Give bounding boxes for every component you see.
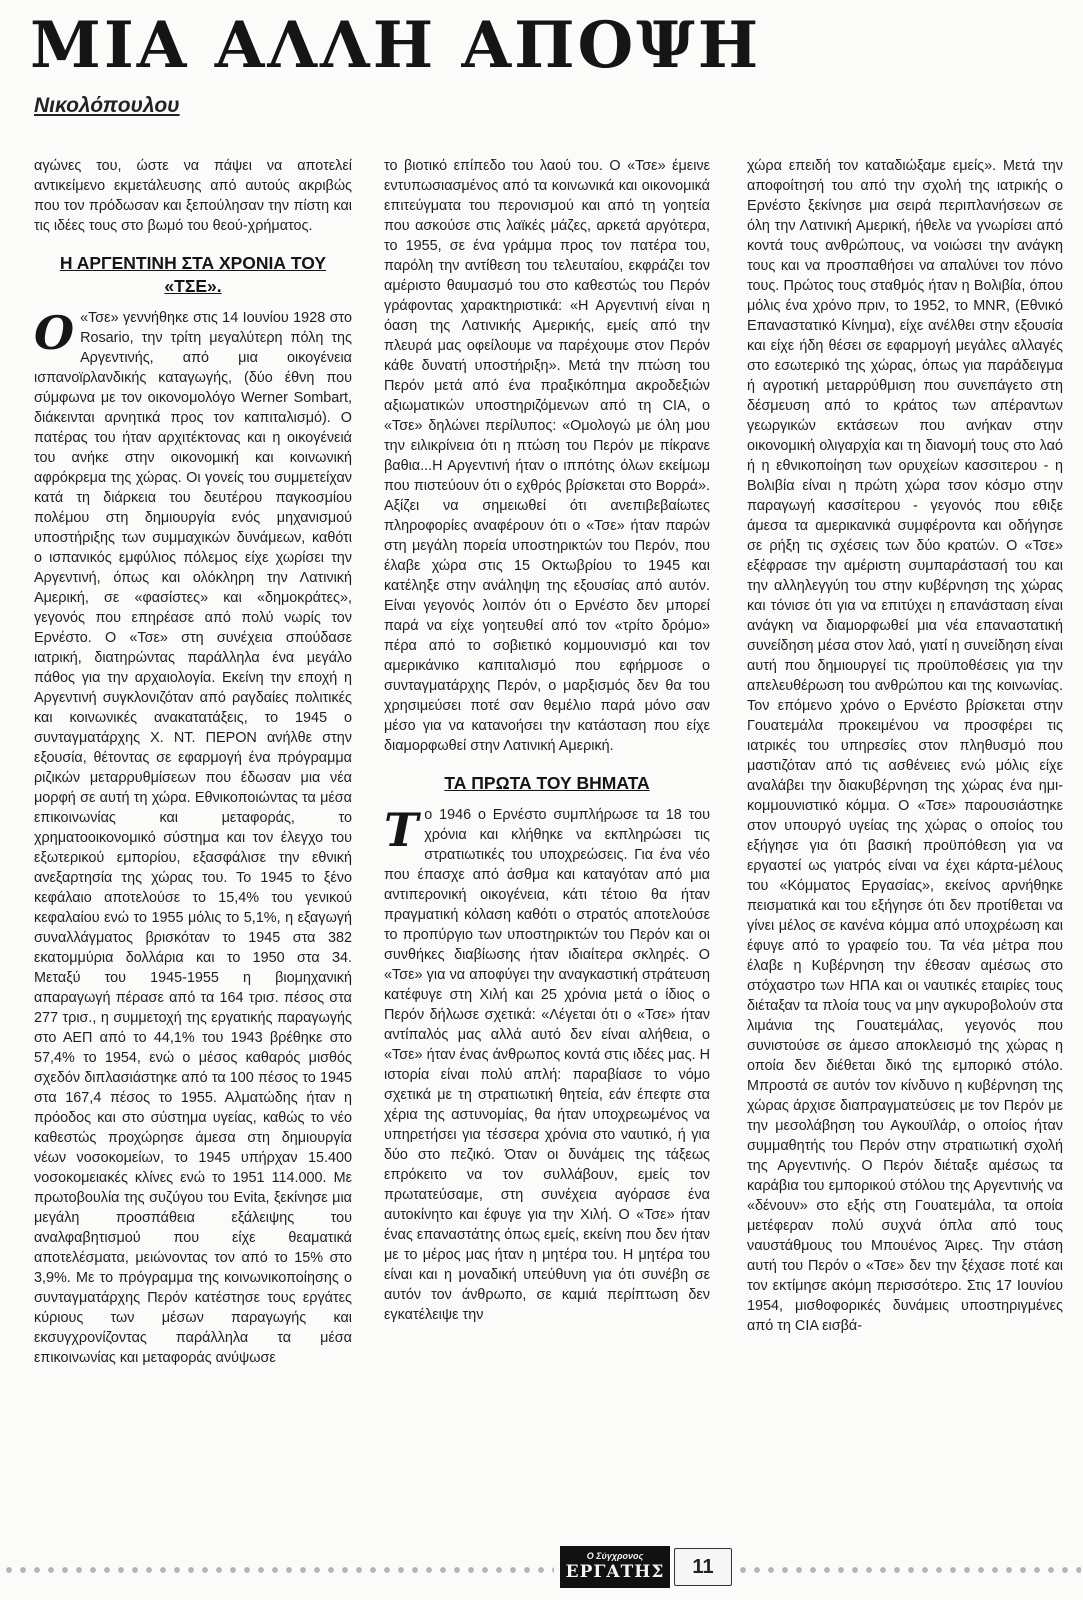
paragraph: το βιοτικό επίπεδο του λαού του. Ο «Τσε» έμεινε εντυπωσιασμένος από τα κοινωνικά και οικονομικά επιτεύγματα του περονισμού και από τη γοητεία που ασκούσε στις λαϊκές μάζες, αρκετά αργότερα, το 1955, σε ένα γράμμα προς τον πατέρα του, παρόλη την αντίθεση του τελευταίου, εκφράζει τον αμέριστο θαυμασμό του στο καθεστώς του Περόν γράφοντας χαρακτηριστικά: «Η Αργεντινή είναι η όαση της Λατινικής Αμερικής, εμείς από την πλευρά μας οφείλουμε να παρέχουμε στον Περόν κάθε δυνατή υποστήριξη». Μετά την πτώση του Περόν μετά από ένα πραξικόπημα ακροδεξιών αξιωματικών υποστηριζόμενων από τη CIA, ο «Τσε» δηλώνει περίλυπος: «Ομολογώ με όλη μου την ειλικρίνεια ότι η πτώση του Περόν με πίκρανε βαθια...Η Αργεντινή ήταν ο ιππότης όλων εκείμωμ που πιστεύουν ότι ο εχθρός βρίσκεται στο Βορρά». Αξίζει να σημειωθεί ότι ανεπιβεβαίωτες πληροφορίες αναφέρουν ότι ο «Τσε» ήταν παρών στη μεγάλη πορεία υποστηρικτών του Περόν, που έλαβε χώρα στις 15 Οκτωβρίου το 1945 και κατέληξε στην ανάληψη της εξουσίας από αυτόν. Είναι γεγονός λοιπόν ότι ο Ερνέστο δεν μπορεί παρά να είχε γοητευθεί από τον «τρίτο δρόμο» πέρα από το σοβιετικό κομμουνισμό και τον αμερικάνικο καπιταλισμό που εφήρμοσε ο συνταγματάρχης Περόν, ο μαρξισμός δεν θα του χρησιμεύσει ποτέ σαν θεμέλιο παρά μόνο σαν μέσο για να κατανοήσει την κατάσταση που είχε διαμορφωθεί στην Λατινική Αμερική. (384, 158, 710, 754)
logo-large-text: ΕΡΓΑΤΗΣ (565, 1562, 665, 1582)
page-masthead: ΜΙΑ ΑΛΛΗ ΑΠΟΨΗ (30, 8, 762, 83)
page-number: 11 (674, 1548, 732, 1586)
logo-small-text: Ο Σύγχρονος (586, 1551, 644, 1561)
article-column-1 (34, 156, 352, 1528)
paragraph-text: ο 1946 ο Ερνέστο συμπλήρωσε τα 18 του χρόνια και κλήθηκε να εκπληρώσει τις στρατιωτικές του υποχρεώσεις. Για ένα νέο που έπασχε από άσθμα και καταγόταν από μια αντιπερονική οικογένεια, κάτι τέτοιο θα ήταν πραγματική κόλαση καθότι ο στρατός αποτελούσε το προπύργιο των υποστηρικτών του Περόν και οι συνθήκες διαβίωσης ήταν ιδιαίτερα σκληρές. Ο «Τσε» για να αποφύγει την αναγκαστική στράτευση κατέφυγε στη Χιλή και 25 χρόνια μετά ο ίδιος ο Περόν δήλωσε σχετικά: «Λέγεται ότι ο «Τσε» ήταν αντίπαλός μας αλλά αυτό δεν είναι αλήθεια, ο «Τσε» ήταν ένας άνθρωπος κοντά στις ιδέες μας. Η ιστορία είναι πολύ απλή: παραβίασε το νόμο σχετικά με τη στρατιωτική θητεία, εάν έπεφτε στα χέρια της αστυνομίας, θα ήταν υποχρεωμένος να υπηρετήσει για τέσσερα χρόνια στο ναυτικό, ή για δύο στο πεζικό. Όταν οι δυνάμεις της τάξεως επρόκειτο να τον συλλάβουν, εμείς τον πρωτατεύσαμε, στη συνέχεια αγόρασε ένα αυτοκίνητο και έφυγε για την Χιλή. Ο «Τσε» ήταν ένας επαναστάτης όπως εμείς, εκείνη που δεν ήταν με το μέρος μας ήταν η μητέρα του. Η μητέρα του είναι και η μοναδική υπεύθυνη για ότι συνέβη σε αυτόν τον άνθρωπο, σε καμιά περίπτωση δεν εγκατέλειψε την (384, 807, 710, 1323)
author-byline: Νικολόπουλου (34, 94, 180, 117)
drop-cap: Ο (34, 306, 75, 360)
paragraph: χώρα επειδή τον καταδιώξαμε εμείς». Μετά την αποφοίτησή του από την σχολή της ιατρικής ο Ερνέστο ξεκίνησε μια σειρά περιπλανήσεων σε όλη την Λατινική Αμερική, ήθελε να γνωρίσει από κοντά τους ανθρώπους, να νοιώσει την ανάγκη τους και να προσπαθήσει να απαλύνει τον πόνο τους. Πρώτος τους σταθμός ήταν η Βολιβία, όπου μόλις ένα χρόνο πριν, το 1952, το MNR, (Εθνικό Επαναστατικό Κίνημα), είχε ανέλθει στην εξουσία και είχε ήδη θέσει σε εφαρμογή μεγάλες αλλαγές στο εσωτερικό της χώρας, όπως για παράδειγμα ή αγροτική μεταρρύθμιση που συνεπάγετο στη δέσμευση από το κράτος των απέραντων γεωργικών εκτάσεων που ανήκαν στην οικονομική ολιγαρχία και τη διανομή τους στο λαό ή η εθνικοποίηση των ορυχείων κασσιτερου - η Βολιβία είναι η πρώτη χώρα τσον κόσμο στην παραγωγή κασσίτερου - γεγονός που εθιξε άμεσα τα αμερικανικά συμφέροντα και οδήγησε σε ρήξη τις σχέσεις των δύο κρατών. Ο «Τσε» εξέφρασε την αμέριστη συμπαράστασή του και την αλληλεγγύη του στην κυβέρνηση της χώρας και τόνισε ότι για να επιτύχει η επανάσταση είναι ανάγκη να διαμορφωθεί μια νέα επαναστατική συνείδηση μέσα στον λαό, γιατί η συνείδηση είναι αυτή που δημιουργεί τις προϋποθέσεις για την απελευθέρωση του ανθρώπου και της κοινωνίας. Τον επόμενο χρόνο ο Ερνέστο βρίσκεται στην Γουατεμάλα προκειμένου να προσφέρει τις ιατρικές του υπηρεσίες στον πληθυσμό που μαστιζόταν από τις ασθένειες ενώ μόλις είχε αναλάβει την διακυβέρνηση της χώρας ένα ημι-κομμουνιστικό κόμμα. Ο «Τσε» παρουσιάστηκε στον υπουργό υγείας της χώρας ο οποίος του εξήγησε για ότι βασική προϋπόθεση για να εργαστεί ως γιατρός είναι να έχει κάρτα-μέλους του «Κόμματος Εργασίας», εκείνος αρνήθηκε πεισματικά και του εξήγησε ότι δεν προτίθεται να γίνει μέλος σε κανένα κόμμα από υποχρέωση και έφυγε από το γραφείο του. Τα νέα μέτρα που έλαβε η Κυβέρνηση την έθεσαν αμέσως στο στόχαστρο των ΗΠΑ και οι ναυτικές εταιρίες τους διέταξαν τα πλοία τους να μην αγκυροβολούν στα λιμάνια της Γουατεμάλας, γεγονός που συνιστούσε σε άμεσο αποκλεισμό της χώρας η οποία δεν διέθεται δικό της εμπορικό στόλο. Μπροστά σε αυτόν τον κίνδυνο η κυβέρνηση της χώρας άρχισε διαπραγματεύσεις με τον Περόν με την μεσολάβηση του Αγκουϊλάρ, ο οποίος ήταν συμμαθητής του Περόν στην στρατιωτική σχολή της Αργεντινής. Ο Περόν διέταξε αμέσως τα καράβια του εμπορικού στόλου της Αργεντινής να «δένουν» στο εξής στη Γουατεμάλα, τα οποία μετέφεραν πολύ συχνά όπλα από τους ναυστάθμους του Μπουένος Άιρες. Την στάση αυτή του Περόν ο «Τσε» δεν την ξέχασε ποτέ και τον εκτίμησε ακόμη περισσότερο. Στις 17 Ιουνίου 1954, μισθοφορικές δυνάμεις υποστηριγμένες από τη CIA εισβά- (747, 158, 1063, 1334)
paragraph: αγώνες του, ώστε να πάψει να αποτελεί αντικείμενο εκμετάλευσης από αυτούς ακριβώς που τον πρόδωσαν και ξεπούλησαν την πίστη και τις ιδέες τους στο βωμό του θεού-χρήματος. (34, 158, 352, 234)
article-column-3 (747, 156, 1063, 1528)
paragraph (34, 308, 352, 1368)
footer-dot-rule (2, 1566, 554, 1574)
publication-logo (560, 1546, 670, 1588)
article-column-2 (384, 156, 710, 1528)
section-heading-argentina: Η ΑΡΓΕΝΤΙΝΗ ΣΤΑ ΧΡΟΝΙΑ ΤΟΥ «ΤΣΕ». (59, 253, 327, 296)
section-heading-first-steps: ΤΑ ΠΡΩΤΑ ΤΟΥ ΒΗΜΑΤΑ (444, 773, 650, 793)
paragraph-text: «Τσε» γεννήθηκε στις 14 Ιουνίου 1928 στο Rosario, την τρίτη μεγαλύτερη πόλη της Αργεντινής, από μια οικογένεια ισπανοϊρλανδικής καταγωγής, (δύο έθνη που σύμφωνα με τον οικονομολόγο Werner Sombart, διάκεινται αρνητικά προς τον καπιταλισμό). Ο πατέρας του ήταν αρχιτέκτονας και η οικογένειά του ανήκε στην οικονομική και κοινωνική αφρόκρεμα της χώρας. Οι γονείς του συμμετείχαν κατά τη διάρκεια του δευτέρου παγκοσμίου πολέμου στη δημιουργία ενός μηχανισμού υποστήριξης των συμμαχικών δυνάμεων, καθότι ο ισπανικός εμφύλιος πόλεμος είχε χωρίσει την Αργεντινή, όπως και ολόκληρη την Λατινική Αμερική, σε «φασίστες» και «δημοκράτες», γεγονός που επηρέασε από πολύ νωρίς τον Ερνέστο. Ο «Τσε» στη συνέχεια σπούδασε ιατρική, διατηρώντας παράλληλα ένα μεγάλο πάθος για την αρχαιολογία. Εκείνη την εποχή η Αργεντινή συγκλονιζόταν από ραγδαίες πολιτικές και κοινωνικές ανακατατάξεις, το 1945 ο συνταγματάρχης Χ. ΝΤ. ΠΕΡΟΝ ανήλθε στην εξουσία, θέτοντας σε εφαρμογή ένα πρόγραμμα ριζικών μεταρρυθμίσεων που έδωσαν μια νέα μορφή σε αυτή τη χώρα. Εθνικοποιώντας τα μέσα επικοινωνίας και μεταφοράς, το χρηματοοικονομικό σύστημα και τον έλεγχο του εξωτερικού εμπορίου, εξασφάλισε την εθνική ανεξαρτησία της χώρας του. Το 1945 το ξένο κεφάλαιο αποτελούσε το 15,4% του γενικού κεφαλαίου ενώ το 1955 μόλις το 5,1%, η εξαγωγή συναλλάγματος βρισκόταν το 1945 στα 382 εκατομμύρια δολλάρια και το 1950 στα 34. Μεταξύ του 1945-1955 η βιομηχανική απαραγωγή πέρασε από τα 164 τρισ. πέσος στα 277 τρισ., η συμμετοχή της εργατικής παραγωγής στο ΑΕΠ από το 44,1% του 1943 βρέθηκε στο 57,4% το 1954, ενώ ο μέσος καθαρός μισθός σχεδόν διπλασιάστηκε από τα 100 πέσος το 1945 στα 167,4 πέσος το 1955. Αλματώδης ήταν η πρόοδος και στο σύστημα υγείας, καθώς το νέο καθεστώς προχώρησε άμεσα στη δημιουργία νέων νοσοκομείων, το 1945 υπήρχαν 15.400 νοσοκομειακές κλίνες ενώ το 1951 114.000. Με πρωτοβουλία της συζύγου του Evita, ξεκίνησε μια μεγάλη προσπάθεια εξάλειψης του αναλφαβητισμού που είχε θεαματικά αποτελέσματα, μειώνοντας τον από το 15% στο 3,9%. Με το πρόγραμμα της κοινωνικοποίησης ο συνταγματάρχης Περόν κατέστησε τους εργάτες κύριους των μέσων παραγωγής και εκσυγχρονίζοντας παράλληλα τα μέσα επικοινωνίας και μεταφοράς ανύψωσε (34, 310, 352, 1366)
drop-cap: Τ (384, 803, 419, 857)
footer-dot-rule (736, 1566, 1081, 1574)
paragraph (384, 805, 710, 1325)
